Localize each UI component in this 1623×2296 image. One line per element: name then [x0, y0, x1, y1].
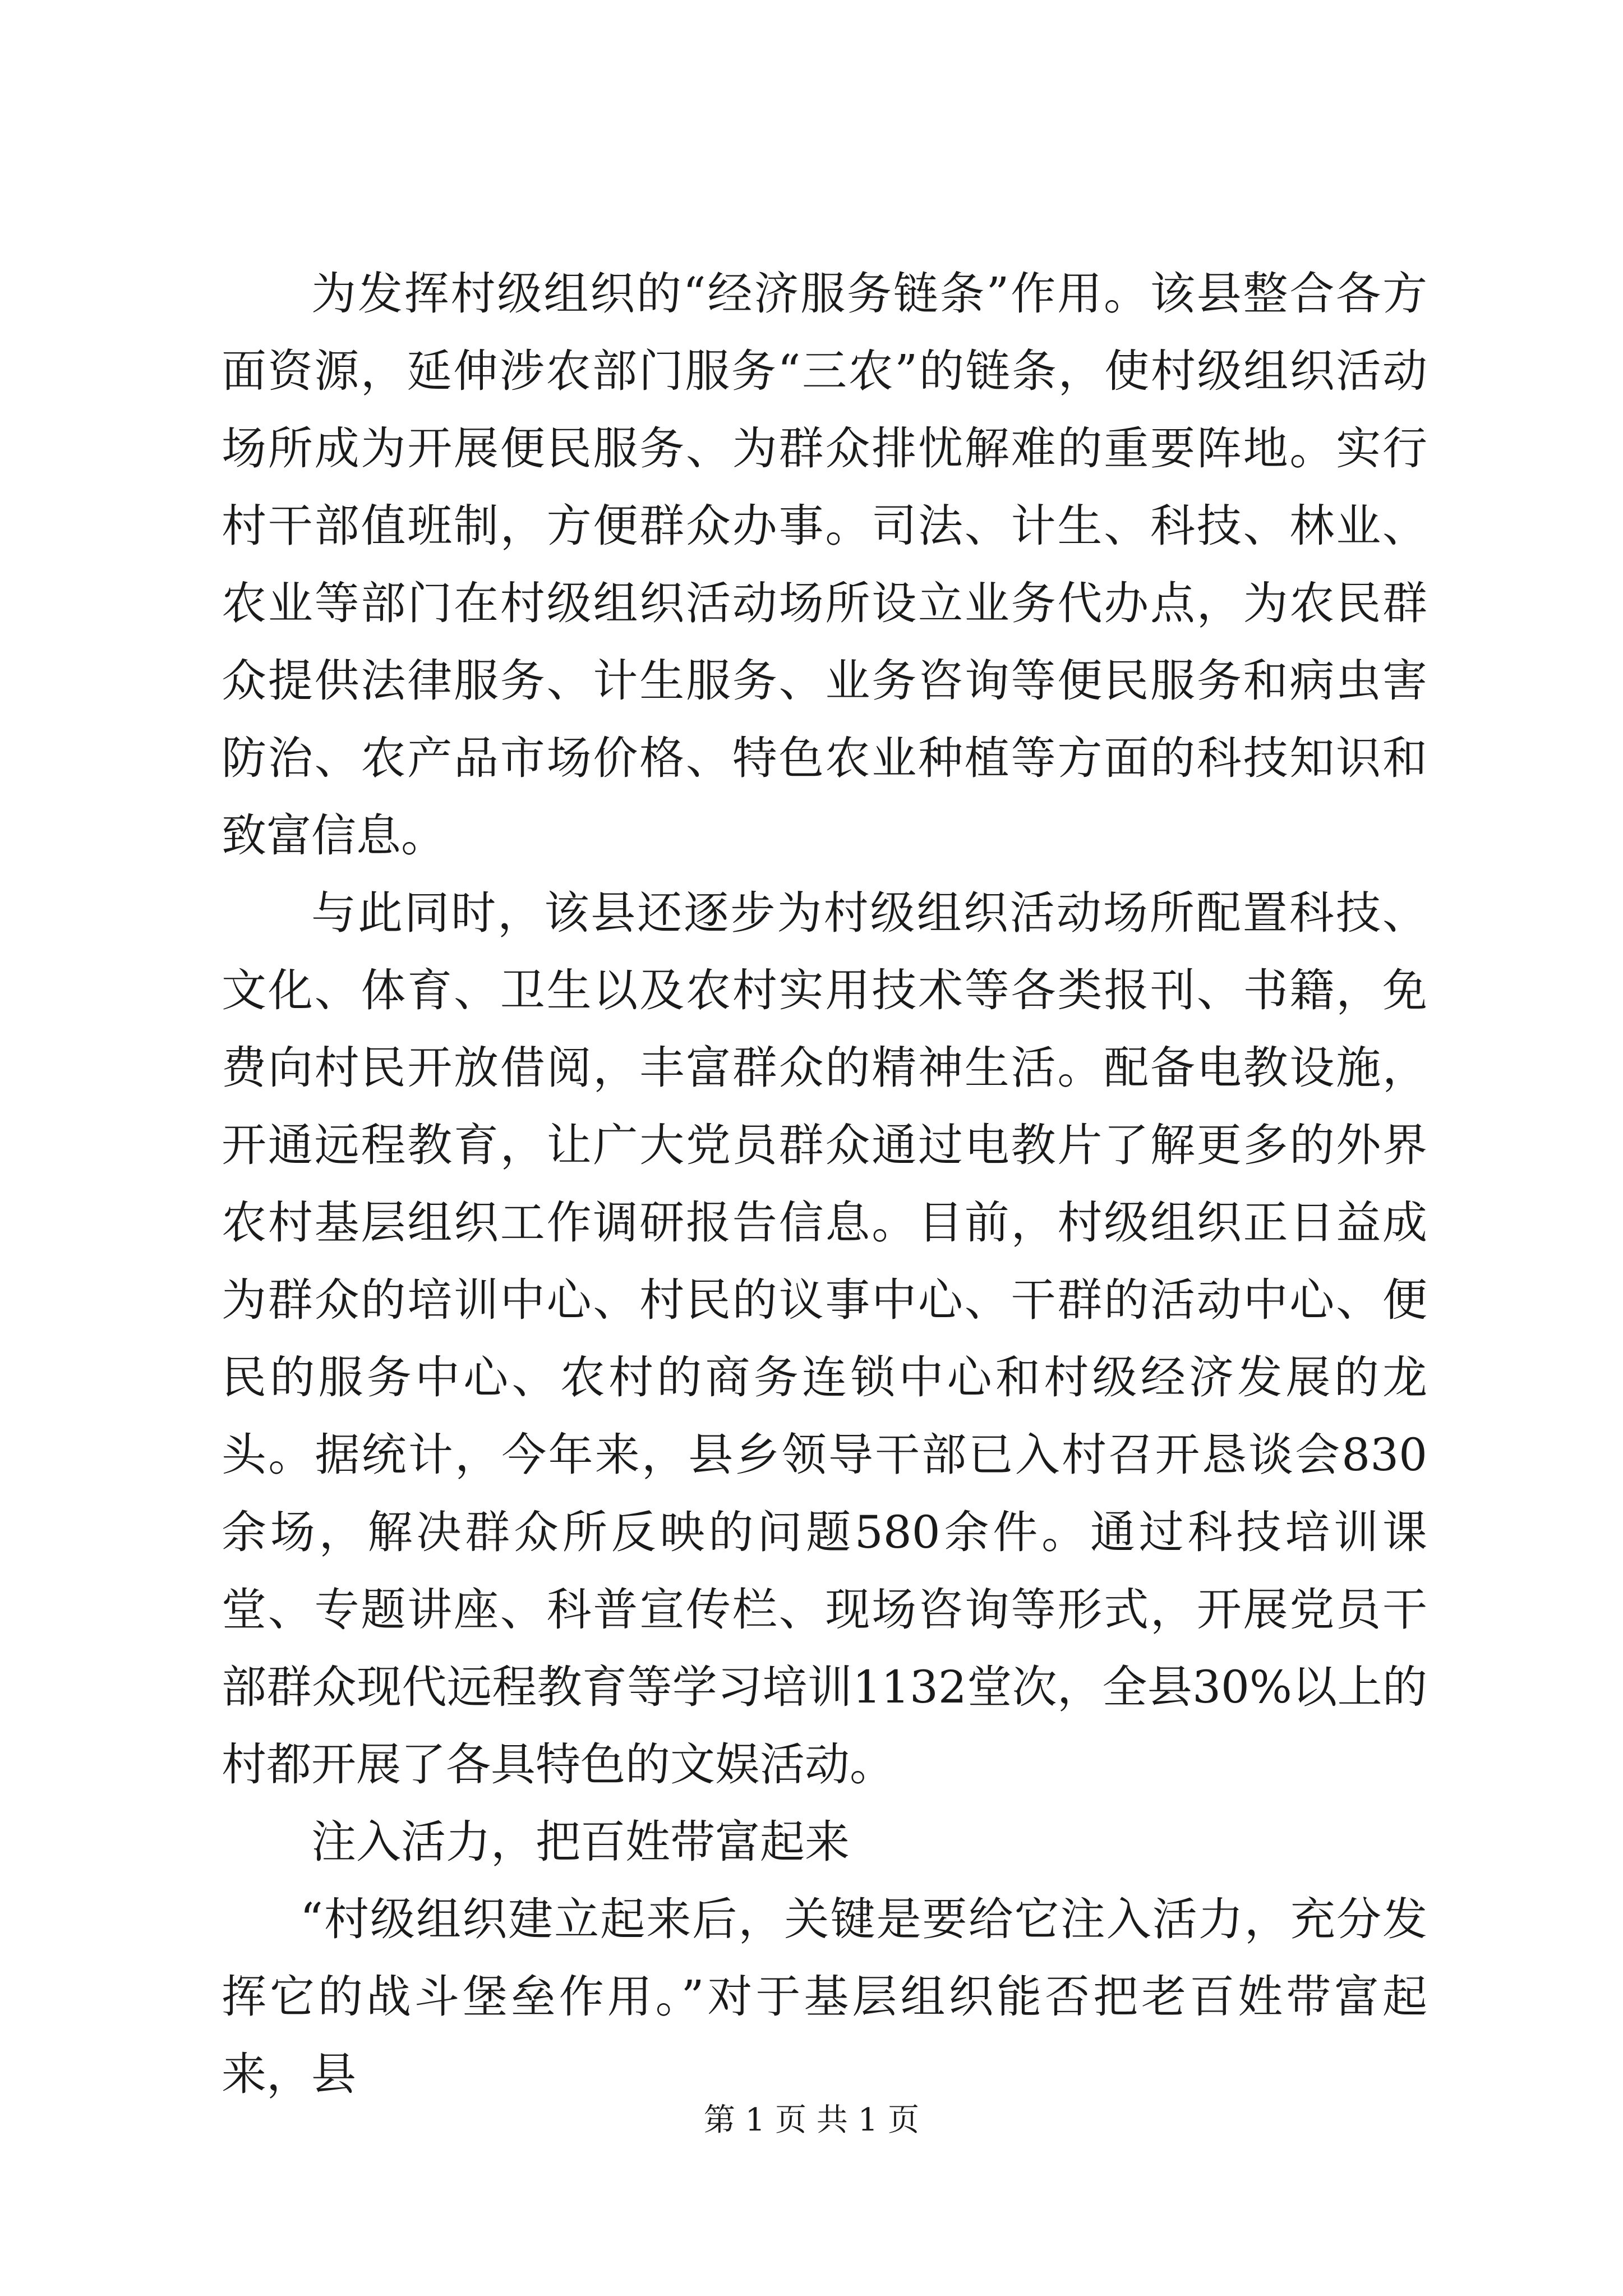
section-heading: 注入活力，把百姓带富起来 [311, 1816, 850, 1868]
document-body [222, 255, 1427, 2113]
paragraph-economic-service: 为发挥村级组织的“经济服务链条”作用。该县整合各方面资源，延伸涉农部门服务“三农”的链条，使村级组织活动场所成为开展便民服务、为群众排忧解难的重要阵地。实行村干部值班制，方便群众办事。司法、计生、科技、林业、农业等部门在村级组织活动场所设立业务代办点，为农民群众提供法律服务、计生服务、业务咨询等便民服务和病虫害防治、农产品市场价格、特色农业种植等方面的科技知识和致富信息。 [222, 268, 1427, 862]
page-footer: 第 1 页 共 1 页 [703, 2102, 920, 2138]
paragraph-quote: “村级组织建立起来后，关键是要给它注入活力，充分发挥它的战斗堡垒作用。”对于基层组织能否把老百姓带富起来，县 [222, 1893, 1427, 2100]
paragraph-meanwhile: 与此同时，该县还逐步为村级组织活动场所配置科技、文化、体育、卫生以及农村实用技术等各类报刊、书籍，免费向村民开放借阅，丰富群众的精神生活。配备电教设施，开通远程教育，让广大党员群众通过电教片了解更多的外界农村基层组织工作调研报告信息。目前，村级组织正日益成为群众的培训中心、村民的议事中心、干群的活动中心、便民的服务中心、农村的商务连锁中心和村级经济发展的龙头。据统计，今年来，县乡领导干部已入村召开恳谈会830余场，解决群众所反映的问题580余件。通过科技培训课堂、专题讲座、科普宣传栏、现场咨询等形式，开展党员干部群众现代远程教育等学习培训1132堂次，全县30%以上的村都开展了各具特色的文娱活动。 [222, 887, 1427, 1791]
